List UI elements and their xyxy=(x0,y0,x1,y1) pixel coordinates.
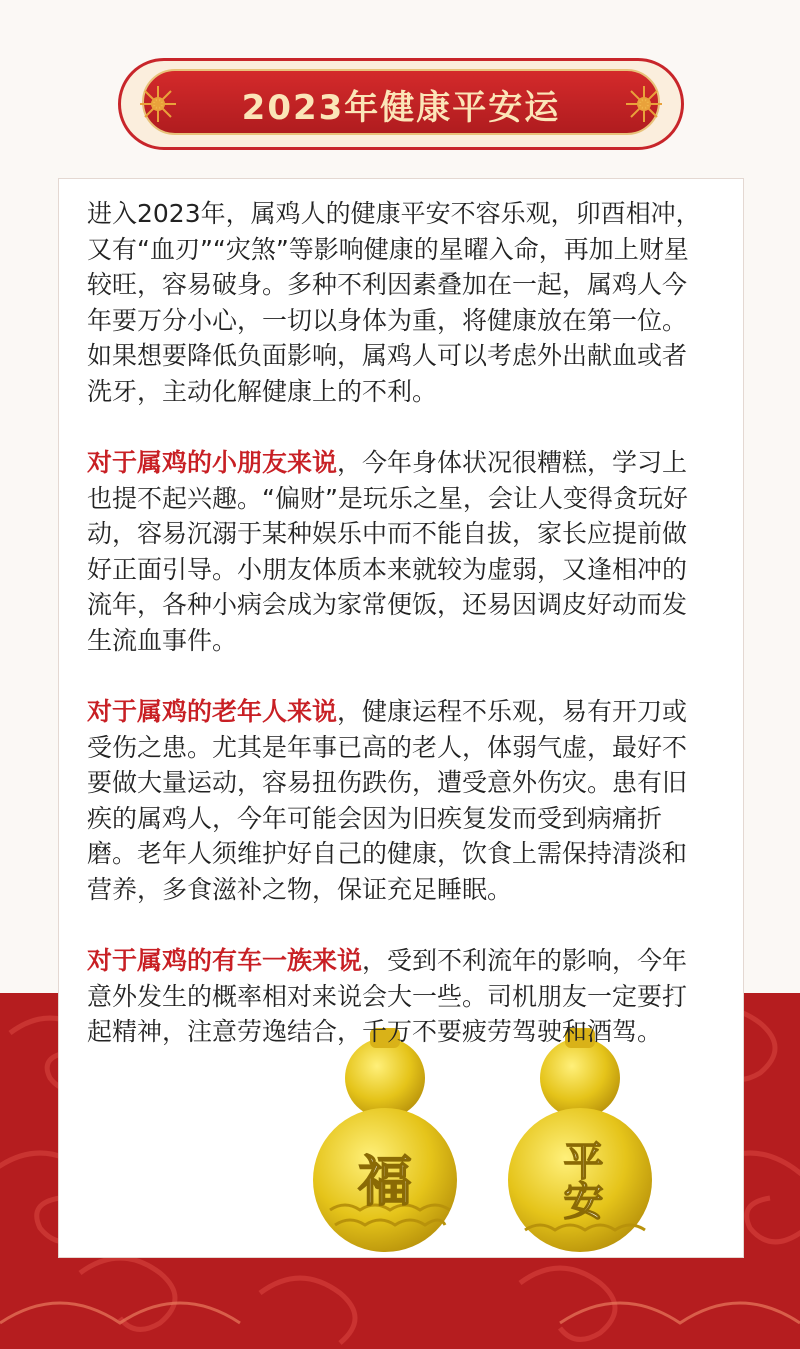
paragraph-highlight: 对于属鸡的老年人来说 xyxy=(87,697,338,726)
gourd-fu-label: 福 xyxy=(358,1150,412,1213)
page-title: 2023年健康平安运 xyxy=(241,87,561,128)
paragraph-text: ，健康运程不乐观，易有开刀或受伤之患。尤其是年事已高的老人，体弱气虚，最好不要做大量运动，容易扭伤跌伤，遭受意外伤灾。患有旧疾的属鸡人，今年可能会因为旧疾复发而受到病痛折磨。老年人须维护好自己的健康，饮食上需保持清淡和营养，多食滋补之物，保证充足睡眠。 xyxy=(87,697,688,904)
paragraph-highlight: 对于属鸡的小朋友来说 xyxy=(87,448,338,477)
gourd-pingan-label: 平安 xyxy=(557,1140,603,1220)
paragraph-text: 进入2023年，属鸡人的健康平安不容乐观，卯酉相冲，又有“血刃”“灾煞”等影响健康的星曜入命，再加上财星较旺，容易破身。多种不利因素叠加在一起，属鸡人今年要万分小心，一切以身体为重，将健康放在第一位。如果想要降低负面影响，属鸡人可以考虑外出献血或者洗牙，主动化解健康上的不利。 xyxy=(87,199,701,406)
title-banner xyxy=(118,58,684,150)
paragraph-elderly xyxy=(87,694,707,907)
paragraph-drivers xyxy=(87,943,707,1050)
paragraph-text: ，受到不利流年的影响，今年意外发生的概率相对来说会大一些。司机朋友一定要打起精神，注意劳逸结合，千万不要疲劳驾驶和酒驾。 xyxy=(87,946,688,1046)
paragraph-children xyxy=(87,445,707,658)
paragraph-text: ，今年身体状况很糟糕，学习上也提不起兴趣。“偏财”是玩乐之星，会让人变得贪玩好动，容易沉溺于某种娱乐中而不能自拔，家长应提前做好正面引导。小朋友体质本来就较为虚弱，又逢相冲的流年，各种小病会成为家常便饭，还易因调皮好动而发生流血事件。 xyxy=(87,448,688,655)
article-body xyxy=(87,196,707,1086)
paragraph-highlight: 对于属鸡的有车一族来说 xyxy=(87,946,363,975)
paragraph-intro xyxy=(87,196,707,409)
